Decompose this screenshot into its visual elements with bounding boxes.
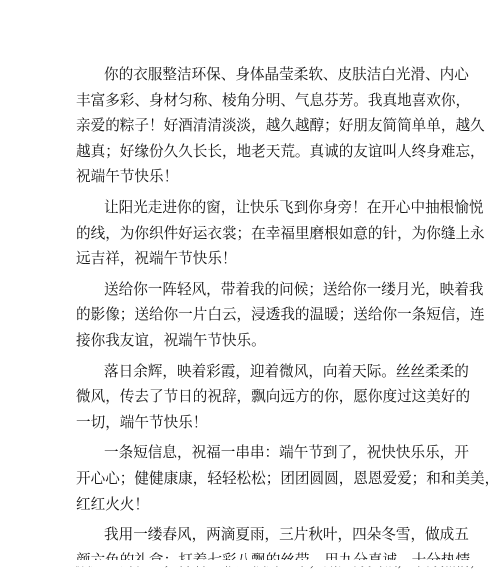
paragraph-line: 开心心；健健康康，轻轻松松；团团圆圆，恩恩爱爱；和和美美， xyxy=(76,469,500,487)
paragraph-line: 越真；好缘份久久长长，地老天荒。真诚的友谊叫人终身难忘， xyxy=(76,142,485,160)
paragraph-line: 远吉祥，祝端午节快乐！ xyxy=(76,250,237,268)
paragraph-line: 我用一缕春风，两滴夏雨，三片秋叶，四朵冬雪，做成五 xyxy=(104,526,469,544)
paragraph-line: 的影像；送给你一片白云，浸透我的温暖；送给你一条短信，连 xyxy=(76,306,485,324)
page-bottom-edge xyxy=(0,560,500,566)
paragraph-4 xyxy=(76,359,471,436)
paragraph-line: 丰富多彩、身材匀称、棱角分明、气息芬芳。我真地喜欢你， xyxy=(76,91,471,109)
paragraph-line: 的线，为你织件好运衣裳；在幸福里磨根如意的针，为你缝上永 xyxy=(76,224,485,242)
paragraph-5 xyxy=(76,440,500,517)
paragraph-line: 你的衣服整洁环保、身体晶莹柔软、皮肤洁白光滑、内心 xyxy=(104,66,469,83)
paragraph-line: 落日余辉，映着彩霞，迎着微风，向着天际。丝丝柔柔的 xyxy=(104,362,469,380)
paragraph-3 xyxy=(76,277,485,354)
paragraph-line: 祝端午节快乐！ xyxy=(76,168,179,186)
paragraph-line: 接你我友谊，祝端午节快乐。 xyxy=(76,331,266,349)
paragraph-line: 红红火火！ xyxy=(76,495,149,513)
paragraph-1 xyxy=(76,62,485,190)
paragraph-2 xyxy=(76,195,485,272)
paragraph-line: 一条短信息，祝福一串串：端午节到了，祝快快乐乐，开 xyxy=(104,444,469,462)
paragraph-line: 微风，传去了节日的祝辞，飘向远方的你，愿你度过这美好的 xyxy=(76,388,471,406)
paragraph-line: 一切，端午节快乐！ xyxy=(76,413,208,431)
document-body xyxy=(76,62,500,573)
paragraph-line: 让阳光走进你的窗，让快乐飞到你身旁！在开心中抽根愉悦 xyxy=(104,198,484,216)
paragraph-line: 送给你一阵轻风，带着我的问候；送给你一缕月光，映着我 xyxy=(104,280,484,298)
paragraph-line: 亲爱的粽子！好酒清清淡淡，越久越醇；好朋友简简单单，越久 xyxy=(76,117,485,135)
